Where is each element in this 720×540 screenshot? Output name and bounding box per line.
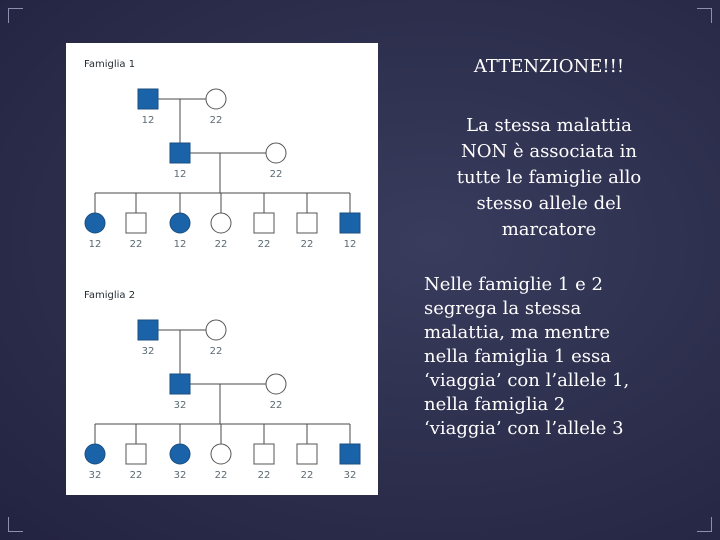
family-title: Famiglia 1 xyxy=(84,59,136,70)
unaffected-male-symbol xyxy=(297,444,317,464)
genotype-label: 22 xyxy=(209,115,223,126)
paragraph-line: nella famiglia 1 essa xyxy=(424,346,611,367)
genotype-label: 22 xyxy=(214,470,228,481)
frame-corner-top-left xyxy=(8,8,23,23)
affected-female-symbol xyxy=(85,444,105,464)
genotype-label: 32 xyxy=(343,470,357,481)
paragraph-line: segrega la stessa xyxy=(424,298,582,319)
affected-male-symbol xyxy=(170,143,190,163)
paragraph-line: tutte le famiglie allo xyxy=(456,167,642,188)
affected-female-symbol xyxy=(85,213,105,233)
pedigree-figure xyxy=(66,43,378,495)
genotype-label: 22 xyxy=(300,239,314,250)
unaffected-male-symbol xyxy=(126,213,146,233)
genotype-label: 22 xyxy=(269,169,283,180)
unaffected-female-symbol xyxy=(211,213,231,233)
affected-female-symbol xyxy=(170,213,190,233)
affected-male-symbol xyxy=(138,320,158,340)
genotype-label: 22 xyxy=(209,346,223,357)
family-title: Famiglia 2 xyxy=(84,290,136,301)
genotype-label: 22 xyxy=(269,400,283,411)
paragraph-line: La stessa malattia xyxy=(466,115,632,136)
unaffected-male-symbol xyxy=(254,444,274,464)
paragraph-line: Nelle famiglie 1 e 2 xyxy=(424,274,603,295)
affected-male-symbol xyxy=(340,444,360,464)
slide-text xyxy=(418,56,680,441)
genotype-label: 22 xyxy=(257,470,271,481)
genotype-label: 12 xyxy=(88,239,102,250)
genotype-label: 32 xyxy=(173,470,187,481)
genotype-label: 32 xyxy=(88,470,102,481)
affected-male-symbol xyxy=(170,374,190,394)
unaffected-male-symbol xyxy=(254,213,274,233)
unaffected-female-symbol xyxy=(266,374,286,394)
unaffected-female-symbol xyxy=(206,320,226,340)
genotype-label: 22 xyxy=(214,239,228,250)
genotype-label: 12 xyxy=(173,169,187,180)
genotype-label: 22 xyxy=(129,239,143,250)
paragraph-line: ‘viaggia’ con l’allele 3 xyxy=(424,418,624,439)
unaffected-female-symbol xyxy=(206,89,226,109)
paragraph-line: marcatore xyxy=(501,219,597,240)
affected-female-symbol xyxy=(170,444,190,464)
affected-male-symbol xyxy=(340,213,360,233)
paragraph-line: ‘viaggia’ con l’allele 1, xyxy=(424,370,630,391)
genotype-label: 22 xyxy=(129,470,143,481)
genotype-label: 22 xyxy=(300,470,314,481)
affected-male-symbol xyxy=(138,89,158,109)
genotype-label: 12 xyxy=(343,239,357,250)
paragraph-line: nella famiglia 2 xyxy=(424,394,566,415)
paragraph-explanation xyxy=(424,273,680,441)
unaffected-female-symbol xyxy=(211,444,231,464)
genotype-label: 12 xyxy=(141,115,155,126)
paragraph-line: malattia, ma mentre xyxy=(424,322,611,343)
frame-corner-bottom-left xyxy=(8,517,23,532)
genotype-label: 32 xyxy=(173,400,187,411)
genotype-label: 12 xyxy=(173,239,187,250)
unaffected-female-symbol xyxy=(266,143,286,163)
pedigree-svg xyxy=(66,43,378,495)
paragraph-attention xyxy=(418,113,680,243)
frame-corner-top-right xyxy=(697,8,712,23)
genotype-label: 32 xyxy=(141,346,155,357)
unaffected-male-symbol xyxy=(126,444,146,464)
paragraph-line: stesso allele del xyxy=(476,193,622,214)
unaffected-male-symbol xyxy=(297,213,317,233)
genotype-label: 22 xyxy=(257,239,271,250)
paragraph-line: NON è associata in xyxy=(460,141,637,162)
frame-corner-bottom-right xyxy=(697,517,712,532)
slide-heading: ATTENZIONE!!! xyxy=(473,56,625,77)
